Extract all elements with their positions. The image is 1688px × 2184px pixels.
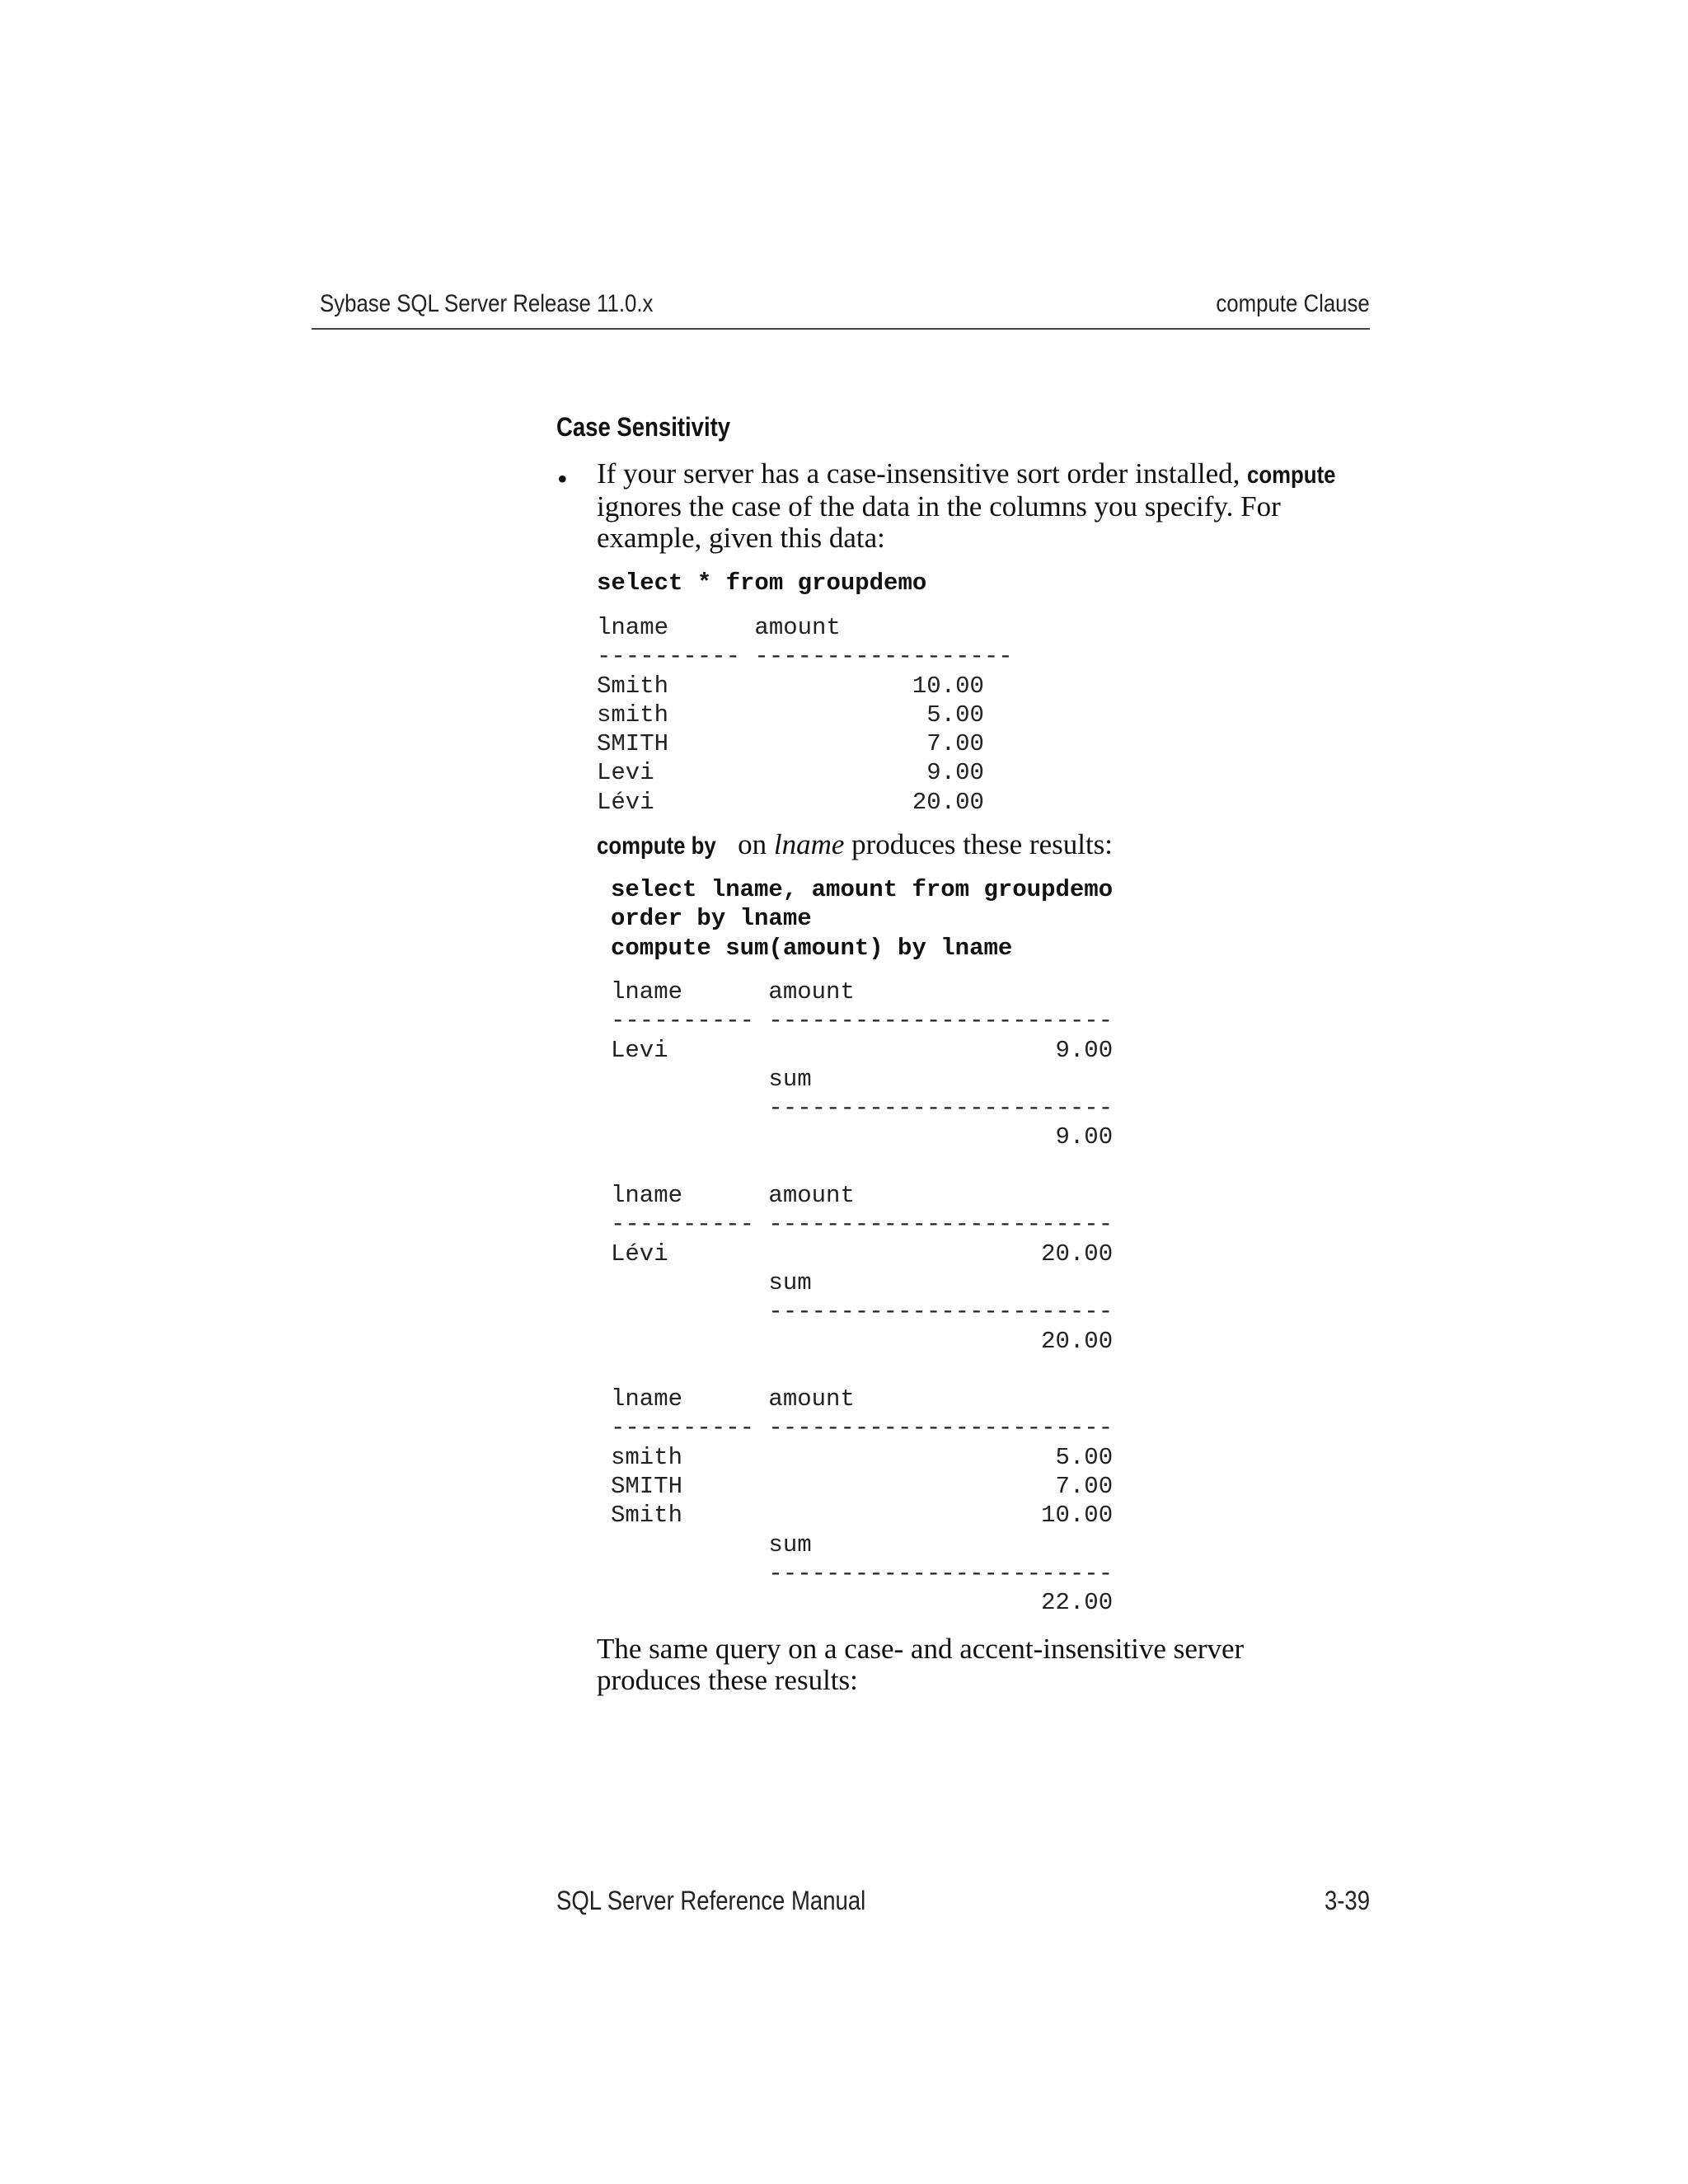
paragraph-line-2: ignores the case of the data in the columns you specify. For xyxy=(597,490,1281,523)
sentence-line xyxy=(597,829,1372,862)
italic-lname: lname xyxy=(773,828,845,860)
page-number: 3-39 xyxy=(1324,1886,1370,1915)
bullet-marker: • xyxy=(557,462,568,495)
sentence-text: on xyxy=(730,828,774,860)
closing-line-1: The same query on a case- and accent-insensitive server xyxy=(597,1633,1245,1665)
code-compute-results: lname amount ---------- ------------------------ Levi 9.00 sum ------------------------ 9.00 lname amount ---------- ------------------------ Lévi 20.00 sum ------------------------ 20.00 lname amount ---------- ------------------------ smith 5.00 SMITH 7.00 Smith 10.00 sum ------------------------ 22.00 xyxy=(611,978,1114,1617)
running-footer-title: SQL Server Reference Manual xyxy=(556,1886,866,1915)
paragraph-line-3: example, given this data: xyxy=(597,522,885,554)
closing-paragraph xyxy=(597,1633,1372,1696)
code-query-select-all: select * from groupdemo xyxy=(597,569,927,597)
sentence-text-end: produces these results: xyxy=(844,828,1114,860)
keyword-compute: compute xyxy=(1247,462,1336,489)
running-header-section: compute Clause xyxy=(1216,290,1370,317)
code-query-compute: select lname, amount from groupdemo order by lname compute sum(amount) by lname xyxy=(611,876,1114,962)
keyword-compute-by: compute by xyxy=(597,832,716,860)
bullet-paragraph xyxy=(597,458,1372,554)
closing-line-2: produces these results: xyxy=(597,1664,858,1696)
compute-by-sentence xyxy=(597,829,1372,862)
header-rule xyxy=(312,328,1370,330)
code-groupdemo-data: lname amount ---------- ------------------ Smith 10.00 smith 5.00 SMITH 7.00 Levi 9.00 Lévi 20.00 xyxy=(597,614,1013,816)
running-header-title: Sybase SQL Server Release 11.0.x xyxy=(320,290,654,317)
paragraph-line-1 xyxy=(597,458,1372,491)
section-heading: Case Sensitivity xyxy=(556,412,731,442)
paragraph-text: If your server has a case-insensitive sort order installed, xyxy=(597,457,1248,490)
